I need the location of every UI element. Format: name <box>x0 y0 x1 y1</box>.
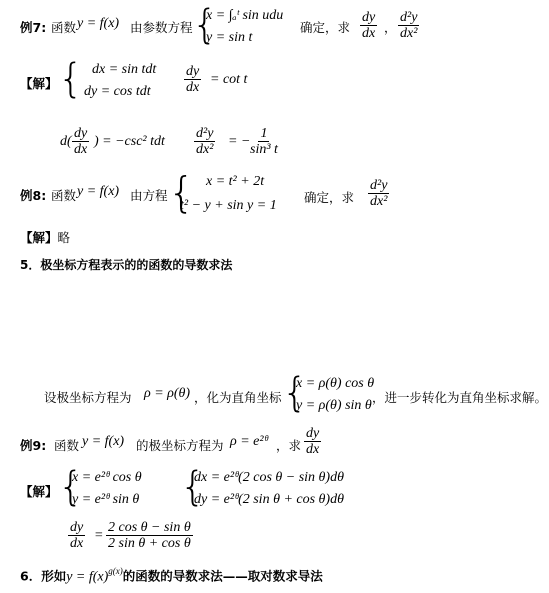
paragraph-text: ，进一步转化为直角坐标求解。 <box>372 390 548 405</box>
solution-9 <box>20 464 440 560</box>
left-brace: { <box>192 2 218 48</box>
exponent: g(x) <box>108 566 123 576</box>
example-text: 函数 <box>54 438 80 453</box>
separator: ， <box>384 20 397 35</box>
derivative-fraction <box>184 64 201 95</box>
example-label: 例8: <box>20 188 47 203</box>
derivative-fraction <box>360 10 377 41</box>
example-label: 例9: <box>20 438 47 453</box>
math-expression: ρ = ρ(θ) <box>144 386 191 401</box>
derivative-fraction <box>194 126 215 157</box>
example-text: 由方程 <box>130 188 168 203</box>
fraction-numerator: dy <box>362 10 376 25</box>
solution-label: 【解】 <box>20 230 58 245</box>
fraction-numerator: d²y <box>400 10 418 25</box>
system-equation: dx = sin tdt <box>92 62 157 77</box>
left-brace: { <box>58 464 84 510</box>
system-equation: y = sin t <box>206 30 253 45</box>
fraction-denominator: dx <box>70 536 84 551</box>
fraction-denominator: 2 sin θ + cos θ <box>108 536 191 551</box>
example-text: 的极坐标方程为 <box>136 438 224 453</box>
section-heading-text: 的函数的导数求法——取对数求导法 <box>122 568 323 584</box>
math-expression: y = f(x) <box>77 184 120 199</box>
fraction-denominator: dx <box>362 26 376 41</box>
fraction-denominator: dx <box>306 442 320 457</box>
example-text: 确定，求 <box>304 190 355 205</box>
system-equation: y = e²ᶿ sin θ <box>72 492 140 507</box>
example-9 <box>20 424 420 464</box>
math-expression: = cot t <box>210 72 248 87</box>
system-equation: x = e²ᶿ cos θ <box>72 470 142 485</box>
section-heading-text: 6．形如 <box>20 568 67 584</box>
math-expression: ) = −csc² tdt <box>94 134 165 149</box>
math-expression: d( <box>60 134 72 149</box>
math-expression: = <box>94 528 104 543</box>
left-brace: { <box>58 56 84 102</box>
derivative-fraction <box>304 426 321 457</box>
fraction-numerator: d²y <box>196 126 214 141</box>
example-text: ，求 <box>276 438 302 453</box>
example-text: 函数 <box>51 20 77 35</box>
derivative-fraction <box>72 126 89 157</box>
solution-8 <box>20 228 70 247</box>
math-expression: y = f(x) <box>82 434 125 449</box>
section-heading: 5．极坐标方程表示的的函数的导数求法 <box>20 258 233 272</box>
fraction-numerator: 1 <box>260 126 268 141</box>
math-expression: = − <box>228 134 251 149</box>
left-brace: { <box>180 464 206 510</box>
fraction-numerator: d²y <box>370 178 388 193</box>
example-label: 例7: <box>20 20 47 35</box>
math-expression: y = f(x) <box>66 569 109 585</box>
math-expression: y = f(x) <box>77 16 120 31</box>
paragraph-text: 设极坐标方程为 <box>44 390 132 405</box>
fraction-denominator: dx² <box>196 142 214 157</box>
result-fraction <box>106 520 193 551</box>
fraction-denominator: dx² <box>400 26 418 41</box>
paragraph-text: ，化为直角坐标 <box>194 390 282 405</box>
system-equation: y = ρ(θ) sin θ <box>296 398 372 413</box>
system-equation: dy = cos tdt <box>84 84 151 99</box>
system-equation: t² − y + sin y = 1 <box>180 198 277 213</box>
fraction-numerator: dy <box>74 126 88 141</box>
system-equation: x = t² + 2t <box>206 174 265 189</box>
math-expression: ρ = e²ᶿ <box>230 434 268 449</box>
fraction-numerator: dy <box>306 426 320 441</box>
fraction-numerator: dy <box>186 64 200 79</box>
system-equation: dx = e²ᶿ(2 cos θ − sin θ)dθ <box>194 470 344 485</box>
example-8 <box>20 168 420 218</box>
system-equation: dy = e²ᶿ(2 sin θ + cos θ)dθ <box>194 492 344 507</box>
example-text: 确定，求 <box>300 20 351 35</box>
fraction-denominator: dx <box>186 80 200 95</box>
fraction-denominator: dx <box>74 142 88 157</box>
derivative-fraction <box>398 10 419 41</box>
solution-text: 略 <box>57 230 71 245</box>
left-brace: { <box>282 370 308 416</box>
example-text: 函数 <box>51 188 77 203</box>
solution-label: 【解】 <box>20 76 58 91</box>
system-equation: x = ∫ₐᵗ sin udu <box>206 8 284 23</box>
solution-7 <box>20 56 320 170</box>
fraction-numerator: 2 cos θ − sin θ <box>108 520 191 535</box>
result-fraction <box>248 126 280 157</box>
left-brace: { <box>168 168 195 217</box>
system-equation: x = ρ(θ) cos θ <box>296 376 375 391</box>
fraction-numerator: dy <box>70 520 84 535</box>
fraction-denominator: dx² <box>370 194 388 209</box>
polar-paragraph <box>44 370 548 418</box>
derivative-fraction <box>368 178 389 209</box>
fraction-denominator: sin³ t <box>250 142 278 157</box>
solution-label: 【解】 <box>20 484 58 499</box>
derivative-fraction <box>68 520 85 551</box>
example-text: 由参数方程 <box>130 20 193 35</box>
section-heading <box>20 566 323 585</box>
